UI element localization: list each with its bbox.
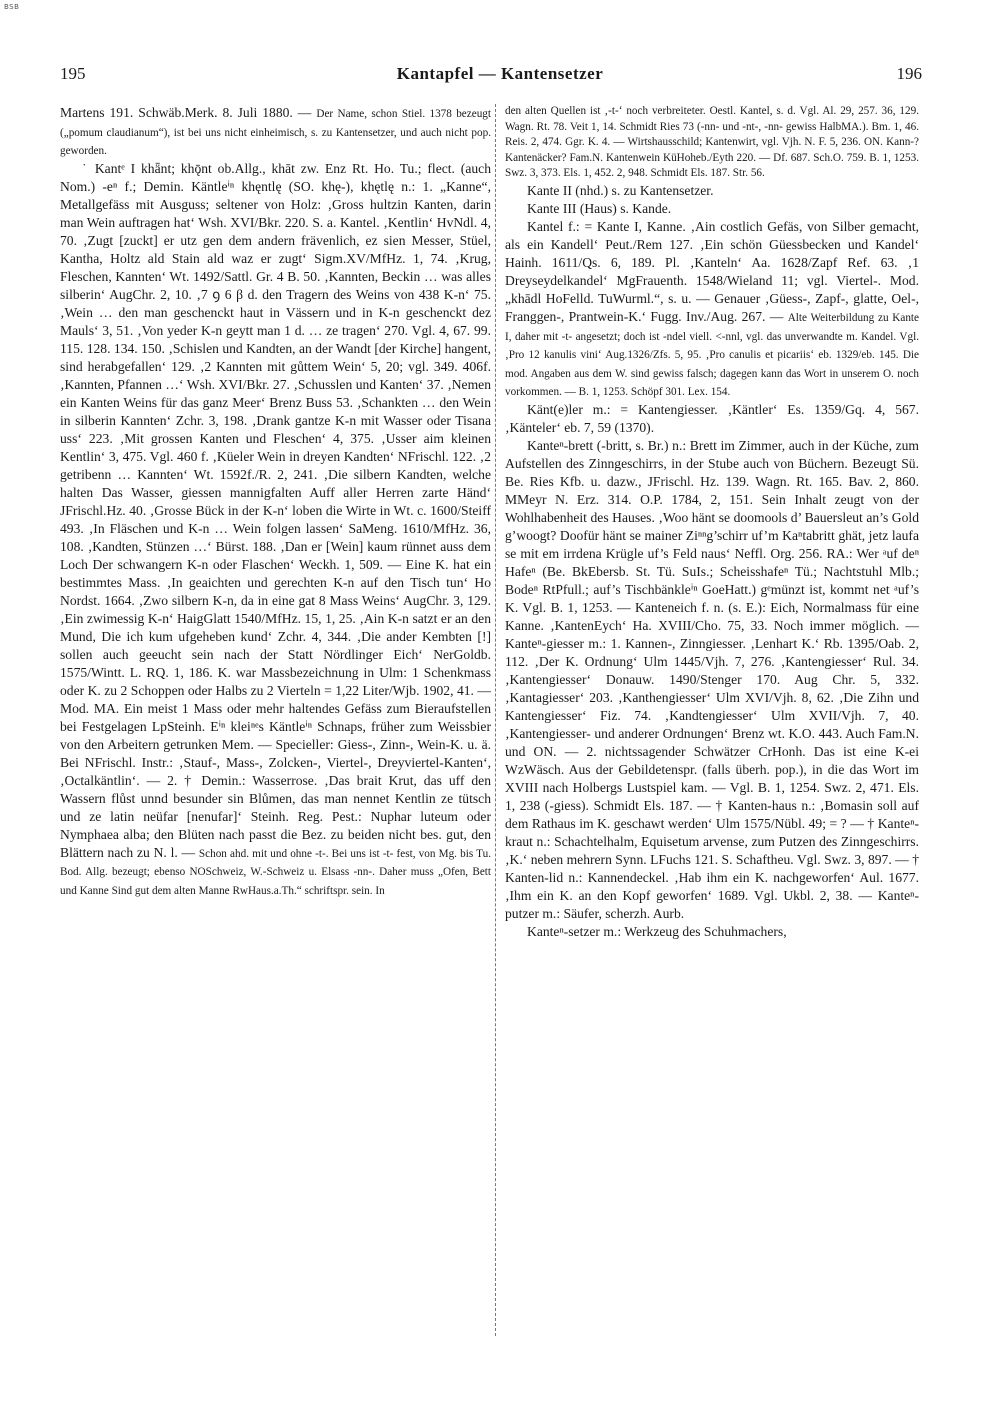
entry-kantenbrett: Kanteⁿ-brett (-britt, s. Br.) n.: Brett im Zimmer, auch in der Küche, zum Aufstellen des Zinngeschirrs, in der Stube auch von Büchern. Bezeugt Sü. Be. Ries Kfb. u. dazw., JFrischl. Hz. 139. Wagn. Rt. 165. Bav. 2, 860. MMeyr N. Erz. 314. O.P. 1784, 2, 151. Sein Inhalt zeugt von der Wohlhabenheit des Hauses. ‚Woo hänt se doomools d’ Bauersleut an’s Gold g’woogt? Doofür hänt se mainer Ziⁿⁿg’schirr uf’m Kaⁿtabritt ghät, jetz laufa se mit em irrdena Krügle uf’s Feld naus‘ Neffl. Org. 256. RA.: Wer ᵃuf deⁿ Hafeⁿ (Be. BkEbersb. St. Tü. SuIs.; Scheisshafeⁿ Tü.; Nachtstuhl Mlb.; Bodeⁿ RtPfull.; auf’s Tischbänkleⁱⁿ GoeHatt.) gᵉmünzt ist, kommt net ᵃuf’s K. Vgl. B. 1, 1253. — Kanteneich f. n. (s. E.): Eich, Normalmass für eine Kanne. ‚KantenEych‘ Ha. XVIII/Cho. 75, 33. Noch immer möglich. — Kanteⁿ-giesser m.: 1. Kannen-, Zinngiesser. ‚Lenhart K.‘ Rb. 1395/Oab. 2, 112. ‚Der K. Ordnung‘ Ulm 1445/Vjh. 7, 276. ‚Kantengiesser‘ Rul. 34. ‚Kantengiesser‘ Donauw. 1490/Stenger 170. Aug Chr. 5, 332. ‚Kantagiesser‘ 203. ‚Kanthengiesser‘ Ulm XVI/Vjh. 8, 62. ‚Die Zihn und Kantengiesser‘ Fiz. 74. ‚Kandtengiesser‘ Ulm XVII/Vjh. 7, 40. ‚Kantengiesser- und anderer Ordnungen‘ Brenz wt. K.O. 443. Auch Fam.N. und ON. — 2. nichtssagender Schwätzer CrHonh. Das ist eine K-ei WzWäsch. Aus der Gebildetenspr. (falls überh. pop.), in die das Wort im XVIII nach Holbergs Lustspiel kam. — Vgl. B. 1, 1254. Swz. 2, 471. Els. 1, 238 (-giess). Schmidt Els. 187. — † Kanten-haus n.: ‚Bomasin soll auf dem Rathaus im K. geschawt werden‘ Ulm 1575/Nübl. 49; = ? — † Kanteⁿ-kraut n.: Schachtelhalm, Equisetum arvense, zum Putzen des Zinngeschirrs. ‚K.‘ neben mehrern Synn. LFuchs 121. S. Schaftheu. Vgl. Swz. 3, 897. — † Kanten-lid n.: Kannendeckel. ‚Hab ihm ein K. nachgeworfen‘ Aul. 1677. ‚Ihm ein K. an den Kopf geworfen‘ 1689. Vgl. Ukbl. 2, 38. — Kanteⁿ-putzer m.: Säufer, scherzh. Aurb.: [505, 437, 919, 921]
etymology-note: Alte Weiterbildung zu Kante I, daher mit -t- angesetzt; doch ist -ndel viell. <-nnl, vgl. das unverwandte m. Kandel. Vgl. ‚Pro 12 kanulis vini‘ Aug.1326/Zfs. 5, 95. ‚Pro canulis et picariis‘ eb. 1329/eb. 145. Die mod. Angaben aus dem W. sind gewiss falsch; dagegen kann das Wort in unserem O. noch vorkommen. — B. 1, 1253. Schöpf 301. Lex. 154.: [505, 311, 919, 399]
paragraph-text: ˙ Kantᵉ I khǟnt; khǭnt ob.Allg., khāt zw. Enz Rt. Ho. Tu.; flect. (auch Nom.) -eⁿ f.; Demin. Käntleⁱⁿ khęntlę (SO. khę-), khętlę n.: 1. „Kanne“, Metallgefäss mit Ausguss; seltener von Holz: ‚Gross hultzin Kanten, darin man Wein auftragen hat‘ Wsh. XVI/Bkr. 220. S. a. Kantel. ‚Kentlin‘ HvNdl. 4, 70. ‚Zugt [zuckt] er utz gen dem andern frävenlich, ez sien Messer, Stüel, Kantha, Holtz ald Stain ald waz er zugt‘ Sigm.XV/MfHz. 1, 74. ‚Krug, Fleschen, Kannten‘ Wt. 1492/Sattl. Gr. 4 B. 50. ‚Kannten, Beckin … was alles silberin‘ AugChr. 2, 10. ‚7 ꝯ 6 β d. den Tragern des Weins von 438 K-n‘ 75. ‚Wein … den man geschenckt haut in Vässern und in K-n geschenckt dez Mauls‘ 3, 51. ‚Von yeder K-n geytt man 1 d. … ze tragen‘ 270. Vgl. 4, 67. 99. 115. 128. 134. 150. ‚Schislen und Kandten, an der Wandt [der Kirche] hangent, sind herabgefallen‘ 129. ‚2 Kannten mit gůttem Wein‘ 5, 20; vgl. 349. 406f. ‚Kannten, Pfannen …‘ Wsh. XVI/Bkr. 27. ‚Schusslen und Kanten‘ 37. ‚Nemen ein Kanten Weins für das ganz Meer‘ Brenz Buss 53. ‚Schankten … den Wein in silberin Kannten‘ Zchr. 3, 198. ‚Drank gantze K-n mit Wasser oder Tisana uss‘ 223. ‚Mit grossen Kanten und Fleschen‘ 4, 375. ‚Usser aim kleinen Kentlin‘ 3, 475. Vgl. 460 f. ‚Küeler Wein in dreyen Kandten‘ NFrischl. 122. ‚2 getribenn … Kannten‘ Wt. 1592f./R. 2, 241. ‚Die silbern Kandten, welche halten Das Wasser, giessen mannigfalten Auff aller Herren zarte Händ‘ JFrischl.Hz. 40. ‚Grosse Bück in der K-n‘ loben die Wirte in Wt. c. 1600/Steiff 493. ‚In Fläschen und K-n … Wein folgen lassen‘ SaMeng. 1610/MfHz. 36, 108. ‚Kandten, Stünzen …‘ Bürst. 188. ‚Dan er [Wein] kaum rünnet auss dem Loch Der schwangern K-n oder Flaschen‘ Weckh. 1, 509. — Eine K. hat ein bestimmtes Mass. ‚In geaichten und gerechten K-n auf den Tisch tun‘ Ho Nordst. 1664. ‚Zwo silbern K-n, da in eine gat 8 Mass Weins‘ AugChr. 3, 129. ‚Ein zwimessig K-n‘ HaigGlatt 1540/MfHz. 15, 1, 25. ‚Ain K-n satzt er an den Mund, Die ich kum ufgeheben kund‘ Zchr. 4, 344. ‚Die ander Kembten [!] sollen auch geeucht sein nach der Statt Nördlinger Eich‘ NerGoldb. 1575/Wintt. L. RQ. 1, 186. K. war Massbezeichnung in Ulm: 1 Schenkmass oder K. zu 2 Schoppen oder Halbs zu 2 Vierteln = 1,22 Liter/Wjb. 1902, 41. — Mod. MA. Ein meist 1 Mass oder mehr haltendes Gefäss zum Bieraufstellen bei Festgelagen LpSteinh. Eⁱⁿ kleiⁿᵉs Käntleⁱⁿ Schnaps, früher zum Weissbier von den Arbeitern getrunken Mem. — Specieller: Giess-, Zinn-, Wein-K. u. ä. Bei NFrischl. Instr.: ‚Stauf-, Mass-, Zolcken-, Viertel-, Dreyviertel-Kanten‘, ‚Octalkäntlin‘. — 2. † Demin.: Wasserrose. ‚Das brait Krut, das uff den Wassern flůst unnd besunder sin Blůmen, das man nennet Kentlin ze tütsch und ze latin neüfar [nenufar]‘ Steinh. Reg. Pest.: Nuphar luteum oder Nymphaea alba; den Blüten nach passt die Bez. zu beiden nicht bes. gut, den Blättern nach zu N. l. —: [60, 160, 491, 860]
entry-paragraph: [60, 104, 491, 160]
right-column: [505, 104, 919, 1344]
entry-kante-I: [60, 160, 491, 900]
column-divider: [495, 104, 497, 1336]
entry-kante-III: Kante III (Haus) s. Kande.: [527, 200, 672, 216]
left-column: [60, 104, 491, 1344]
entry-kanteler: Känt(e)ler m.: = Kantengiesser. ‚Käntler‘ Es. 1359/Gq. 4, 567. ‚Känteler‘ eb. 7, 59 (1370).: [505, 401, 919, 435]
page-number-right: 196: [896, 64, 922, 83]
entry-kantensetzer: Kanteⁿ-setzer m.: Werkzeug des Schuhmachers,: [527, 923, 787, 939]
page-number-left: 195: [60, 64, 86, 83]
etymology-note: Schon ahd. mit und ohne -t-. Bei uns ist -t- fest, von Mg. bis Tu. Bod. Allg. bezeugt; ebenso NOSchweiz, W.-Schweiz u. Elsass -nn-. Daher muss „Ofen, Bett und Kanne Sind gut dem alten Manne RwHaus.a.Th.“ schriftspr. sein. In: [60, 847, 491, 897]
paragraph-text: Martens 191. Schwäb.Merk. 8. Juli 1880. —: [60, 105, 317, 120]
running-title: Kantapfel — Kantensetzer: [396, 64, 604, 83]
etymology-note: Der Name, schon Stiel. 1378 bezeugt („pomum claudianum“), ist bei uns nicht einheimisch, s. zu Kantensetzer, und auch nicht pop. geworden.: [60, 108, 491, 158]
entry-kantel: [505, 218, 919, 401]
paragraph-text: Kantel f.: = Kante I, Kanne. ‚Ain costlich Gefäs, von Silber gemacht, als ein Kandell‘ Peut./Rem 127. ‚Ein schön Güessbecken und Kandel‘ Hainh. 1611/Qs. 6, 189. Pl. ‚Kanteln‘ Aa. 1628/Zapf Ref. 63. ‚1 Dreyseydelkandel‘ MgFrauenth. 1548/Wieland 11; vgl. Viertel-. Mod. „khādl HoFelld. TuWurml.“, s. u. — Genauer ‚Güess-, Zapf-, glatte, Oel-, Franggen-, Prantwein-K.‘ Fugg. Inv./Aug. 267. —: [505, 218, 919, 324]
etymology-note: den alten Quellen ist ‚-t-‘ noch verbreiteter. Oestl. Kantel, s. d. Vgl. Al. 29, 257. 36, 129. Wagn. Rt. 78. Veit 1, 14. Schmidt Ries 73 (-nn- und -nt-, -nn- gewiss HalbMA.). Bm. 1, 46. Reis. 2, 474. Ggr. K. 4. — Wirtshausschild; Kantenwirt, vgl. Vjh. N. F. 5, 236. ON. Kann-? Kantenäcker? Fam.N. Kantenwein KüHoheb./Eyth 220. — Df. 687. Sch.O. 759. B. 1, 1253. Swz. 3, 373. Els. 1, 452. 2, 948. Schmidt Els. 187. Str. 56.: [505, 105, 919, 180]
entry-kante-II: Kante II (nhd.) s. zu Kantensetzer.: [527, 182, 714, 198]
watermark-label: BSB: [4, 3, 20, 11]
